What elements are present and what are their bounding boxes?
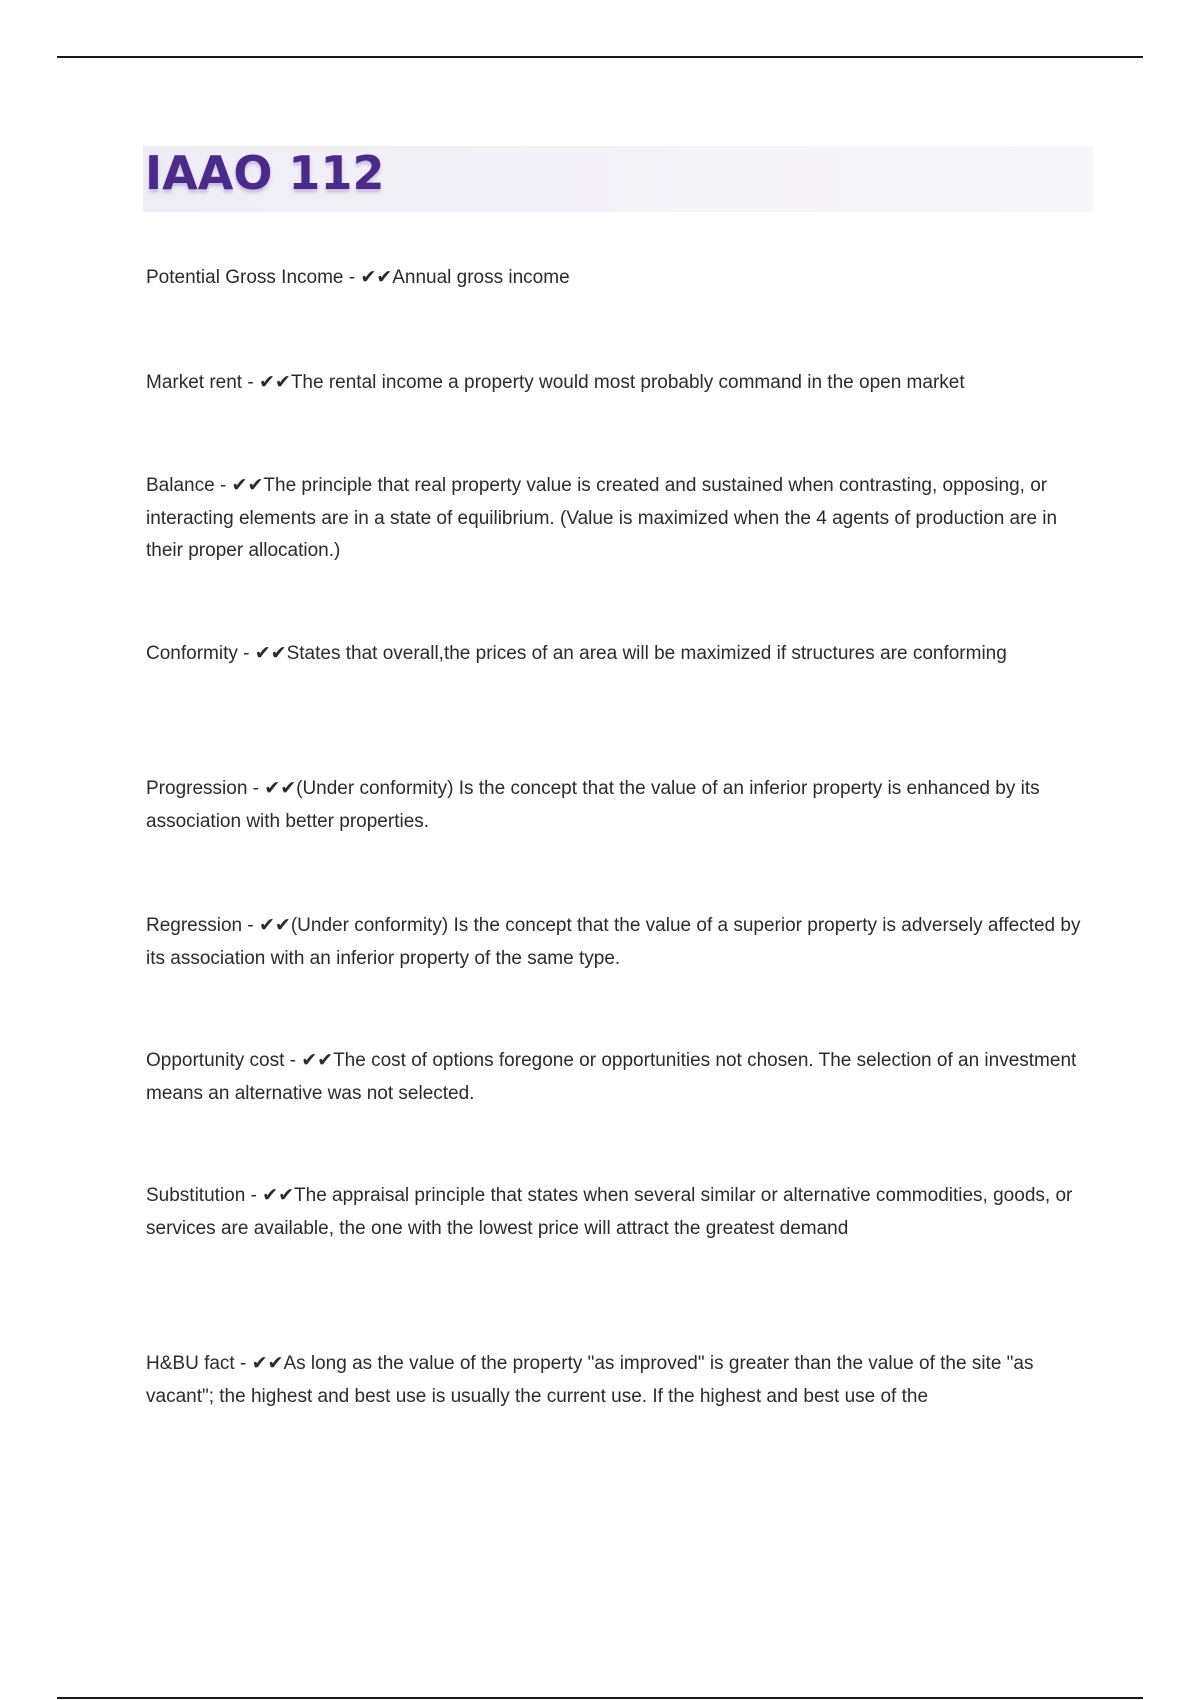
- entry-separator: - ✔✔: [343, 267, 393, 288]
- entry-term: Conformity: [146, 643, 238, 664]
- entry-term: Opportunity cost: [146, 1050, 285, 1071]
- document-title: IAAO 112: [145, 146, 385, 200]
- entry-separator: - ✔✔: [214, 475, 264, 496]
- bottom-rule: [57, 1697, 1143, 1699]
- entry-term: H&BU fact: [146, 1353, 235, 1374]
- entry-definition: As long as the value of the property "as improved" is greater than the value of the site "as vacant"; the highest and best use is usually the current use. If the highest and best use of the: [146, 1353, 1034, 1407]
- entry-potential-gross-income: [146, 262, 1096, 295]
- entry-conformity: [146, 638, 1096, 671]
- entry-definition: The appraisal principle that states when several similar or alternative commodities, goods, or services are available, the one with the lowest price will attract the greatest demand: [146, 1185, 1073, 1239]
- top-rule: [57, 56, 1143, 58]
- entry-separator: - ✔✔: [242, 915, 291, 936]
- entry-term: Balance: [146, 475, 215, 496]
- entry-separator: - ✔✔: [284, 1050, 334, 1071]
- entry-hbu-fact: [146, 1348, 1096, 1413]
- entry-term: Regression: [146, 915, 243, 936]
- entry-progression: [146, 773, 1096, 838]
- entry-definition: The cost of options foregone or opportunities not chosen. The selection of an investment means an alternative was not selected.: [146, 1050, 1077, 1104]
- entry-definition: Annual gross income: [392, 267, 570, 288]
- entry-opportunity-cost: [146, 1045, 1096, 1110]
- entry-term: Progression: [146, 778, 248, 799]
- entry-separator: - ✔✔: [242, 372, 291, 393]
- entry-term: Market rent: [146, 372, 243, 393]
- entry-definition: (Under conformity) Is the concept that the value of a superior property is adversely affected by its association with an inferior property of the same type.: [146, 915, 1081, 969]
- entry-separator: - ✔✔: [237, 643, 287, 664]
- entry-definition: The rental income a property would most probably command in the open market: [290, 372, 965, 393]
- entry-definition: States that overall,the prices of an area will be maximized if structures are conforming: [286, 643, 1007, 664]
- entry-separator: - ✔✔: [234, 1353, 284, 1374]
- entry-term: Substitution: [146, 1185, 246, 1206]
- entry-separator: - ✔✔: [245, 1185, 295, 1206]
- entry-substitution: [146, 1180, 1096, 1245]
- entry-definition: The principle that real property value is created and sustained when contrasting, opposing, or interacting elements are in a state of equilibrium. (Value is maximized when the 4 agents of production are in their proper allocation.): [146, 475, 1058, 561]
- entry-market-rent: [146, 367, 1096, 400]
- entry-regression: [146, 910, 1096, 975]
- entry-separator: - ✔✔: [247, 778, 297, 799]
- entry-definition: (Under conformity) Is the concept that the value of an inferior property is enhanced by its association with better properties.: [146, 778, 1040, 832]
- entry-term: Potential Gross Income: [146, 267, 344, 288]
- entry-balance: [146, 470, 1096, 568]
